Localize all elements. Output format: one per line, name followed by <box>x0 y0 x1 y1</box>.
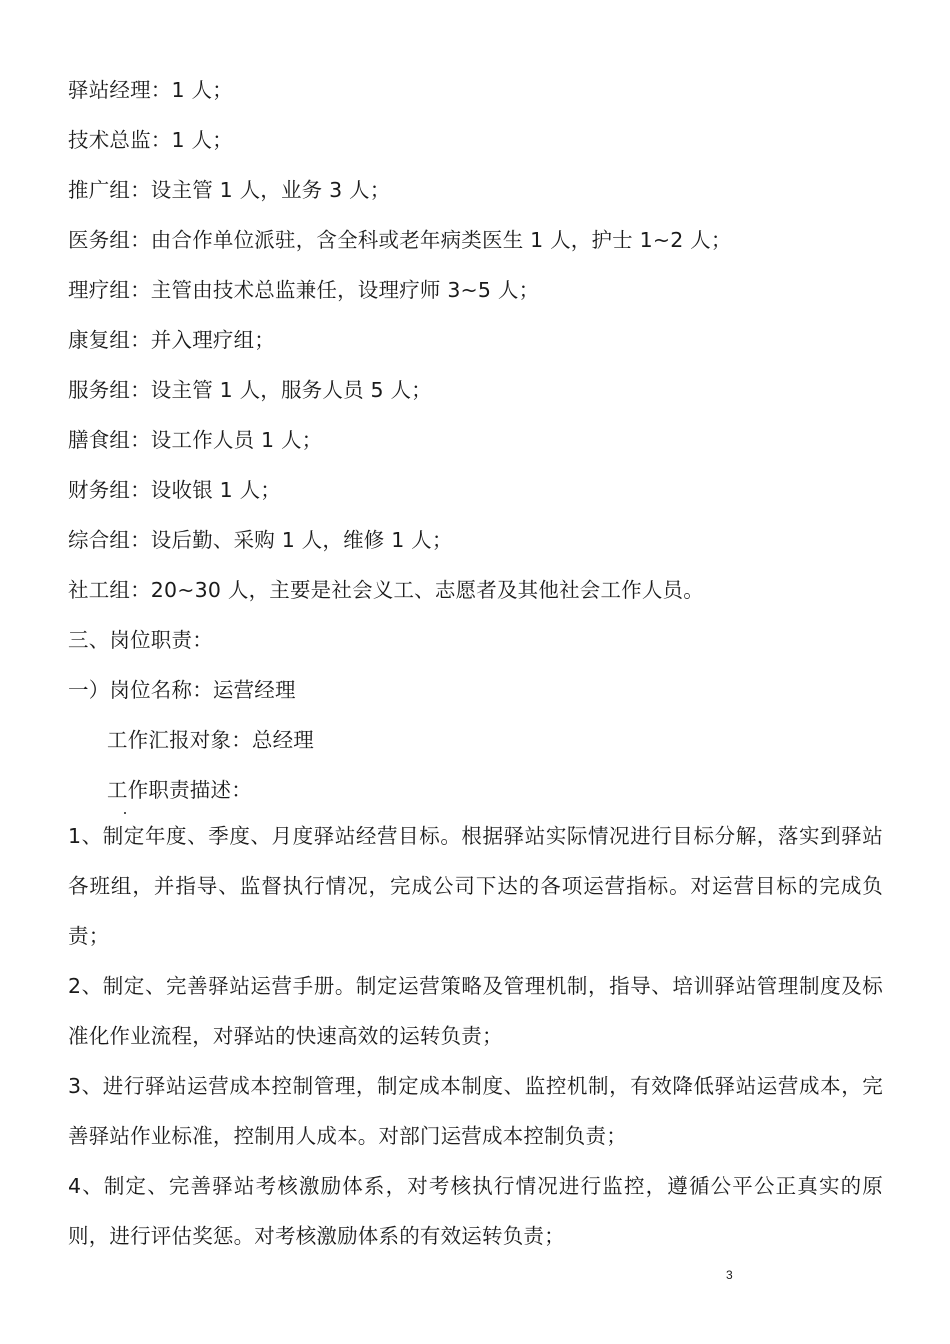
duty-paragraph-1: 1、制定年度、季度、月度驿站经营目标。根据驿站实际情况进行目标分解，落实到驿站各班组，并指导、监督执行情况，完成公司下达的各项运营指标。对运营目标的完成负责； <box>68 824 883 948</box>
staffing-line-tech-director: 技术总监：1 人； <box>68 128 233 152</box>
staffing-line-social-work: 社工组：20~30 人，主要是社会义工、志愿者及其他社会工作人员。 <box>68 578 704 602</box>
duty-paragraph-2: 2、制定、完善驿站运营手册。制定运营策略及管理机制，指导、培训驿站管理制度及标准化作业流程，对驿站的快速高效的运转负责； <box>68 974 883 1048</box>
staffing-line-promotion: 推广组：设主管 1 人，业务 3 人； <box>68 178 391 202</box>
duty-paragraph-4: 4、制定、完善驿站考核激励体系，对考核执行情况进行监控，遵循公平公正真实的原则，进行评估奖惩。对考核激励体系的有效运转负责； <box>68 1174 883 1248</box>
staffing-line-physiotherapy: 理疗组：主管由技术总监兼任，设理疗师 3~5 人； <box>68 278 540 302</box>
staffing-line-general: 综合组：设后勤、采购 1 人，维修 1 人； <box>68 528 453 552</box>
staffing-line-manager: 驿站经理：1 人； <box>68 78 233 102</box>
duty-paragraph-3: 3、进行驿站运营成本控制管理，制定成本制度、监控机制，有效降低驿站运营成本，完善驿站作业标准，控制用人成本。对部门运营成本控制负责； <box>68 1074 883 1148</box>
position-title: 一）岗位名称：运营经理 <box>68 678 296 702</box>
staffing-line-rehabilitation: 康复组：并入理疗组； <box>68 328 275 352</box>
staffing-line-medical: 医务组：由合作单位派驻，含全科或老年病类医生 1 人，护士 1~2 人； <box>68 228 732 252</box>
staffing-line-finance: 财务组：设收银 1 人； <box>68 478 281 502</box>
duties-label: 工作职责描述： <box>107 778 252 802</box>
section-heading: 三、岗位职责： <box>68 628 213 652</box>
staffing-line-catering: 膳食组：设工作人员 1 人； <box>68 428 323 452</box>
staffing-line-service: 服务组：设主管 1 人，服务人员 5 人； <box>68 378 432 402</box>
page-number: 3 <box>726 1268 733 1282</box>
report-to: 工作汇报对象：总经理 <box>107 728 314 752</box>
